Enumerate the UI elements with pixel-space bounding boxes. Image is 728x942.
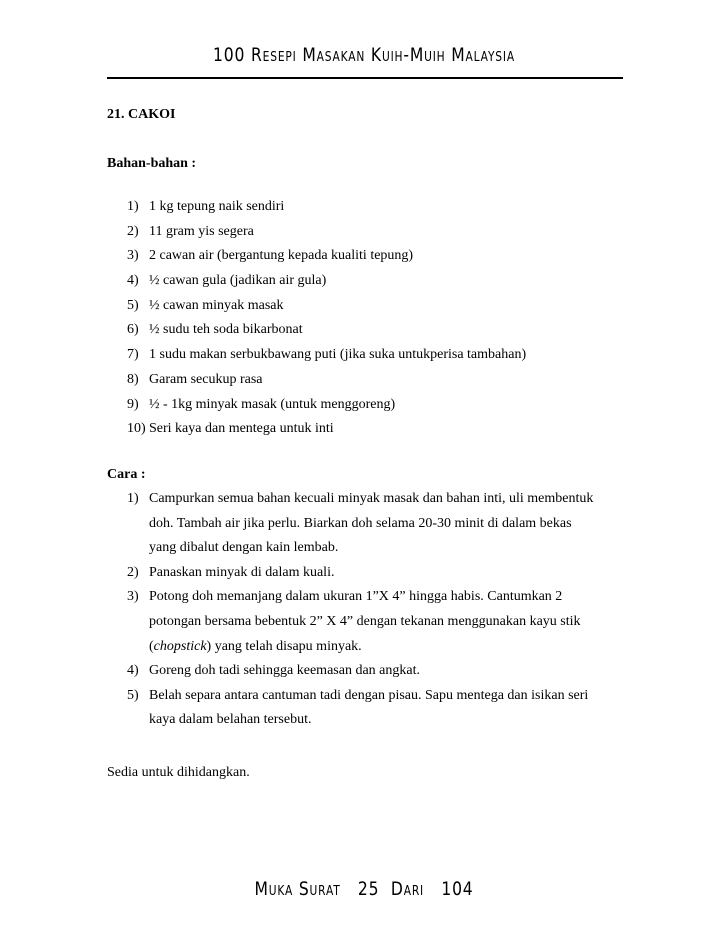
list-item: 2) Panaskan minyak di dalam kuali. [127, 564, 335, 580]
list-item: 4) ½ cawan gula (jadikan air gula) [127, 273, 327, 289]
list-item: 2) 11 gram yis segera [127, 223, 254, 239]
list-item: 3) Potong doh memanjang dalam ukuran 1”X 4” hingga habis. Cantumkan 2 potongan bersama bebentuk 2” X 4” dengan tekanan menggunakan kayu stik (chopstick) yang telah disapu minyak. [127, 589, 581, 654]
ingredients-list [127, 198, 526, 445]
method-steps [127, 487, 601, 733]
list-item: 4) Goreng doh tadi sehingga keemasan dan angkat. [127, 663, 420, 679]
list-item: 3) 2 cawan air (bergantung kepada kualiti tepung) [127, 248, 414, 264]
list-item: 9) ½ - 1kg minyak masak (untuk menggoreng) [127, 396, 396, 412]
list-item: 7) 1 sudu makan serbukbawang puti (jika suka untukperisa tambahan) [127, 347, 527, 363]
list-item: 6) ½ sudu teh soda bikarbonat [127, 322, 303, 338]
list-item: 10) Seri kaya dan mentega untuk inti [127, 421, 334, 437]
page-number: Muka Surat 25 Dari 104 [254, 878, 474, 900]
closing-note: Sedia untuk dihidangkan. [107, 765, 250, 780]
method-heading: Cara : [107, 467, 146, 482]
header-divider [107, 77, 623, 79]
ingredients-heading: Bahan-bahan : [107, 156, 197, 171]
page-header: 100 Resepi Masakan Kuih-Muih Malaysia [213, 44, 515, 66]
list-item: 1) Campurkan semua bahan kecuali minyak masak dan bahan inti, uli membentuk doh. Tambah air jika perlu. Biarkan doh selama 20-30 minit di dalam bekas yang dibalut dengan kain lembab. [127, 491, 594, 556]
list-item: 1) 1 kg tepung naik sendiri [127, 199, 285, 214]
recipe-title: 21. CAKOI [107, 107, 176, 122]
list-item: 8) Garam secukup rasa [127, 371, 263, 387]
list-item: 5) ½ cawan minyak masak [127, 297, 284, 313]
list-item: 5) Belah separa antara cantuman tadi dengan pisau. Sapu mentega dan isikan seri kaya dalam belahan tersebut. [127, 687, 589, 728]
italic-term: chopstick [153, 638, 207, 654]
